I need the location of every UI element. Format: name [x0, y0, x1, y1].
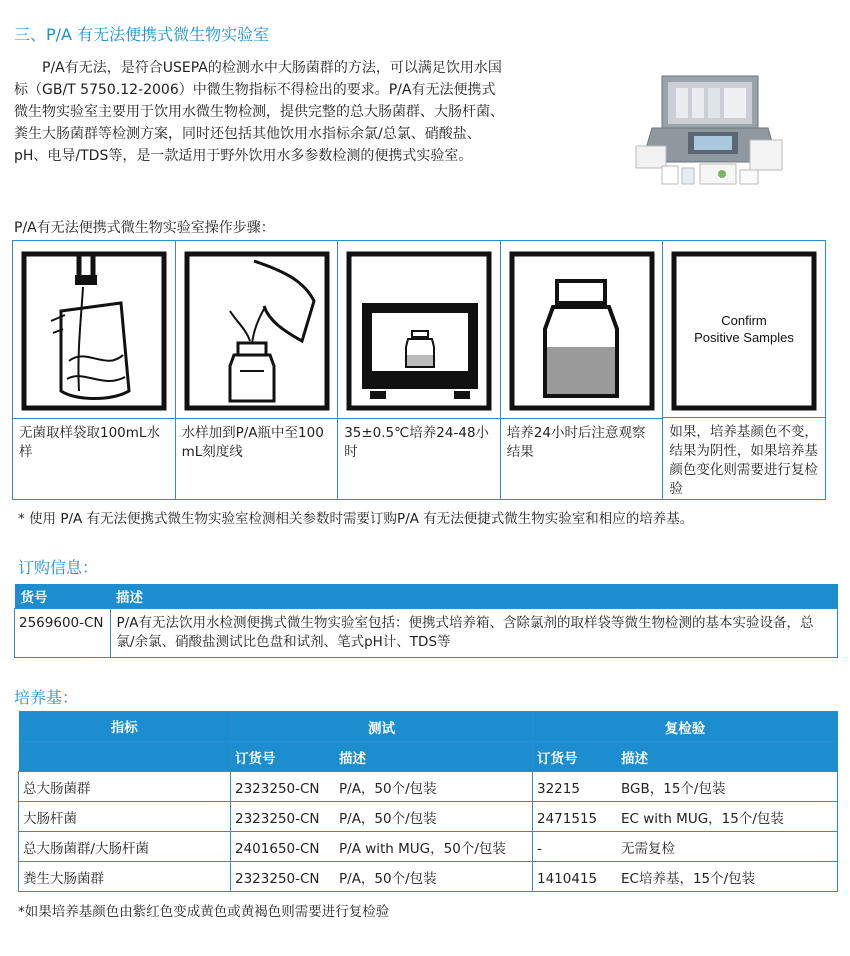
step-1 — [13, 241, 176, 499]
media-test-desc: P/A，50个/包装 — [339, 810, 437, 827]
media-test-desc: P/A，50个/包装 — [339, 780, 437, 797]
intro-paragraph: P/A有无法，是符合USEPA的检测水中大肠菌群的方法，可以满足饮用水国标（GB/T 5750.12-2006）中微生物指标不得检出的要求。P/A有无法便携式微生物实验室主要用于饮用水微生物检测，提供完整的总大肠菌群、大肠杆菌、粪生大肠菌群等检测方案，同时还包括其他饮用水指标余氯/总氯、硝酸盐、pH、电导/TDS等，是一款适用于野外饮用水多参数检测的便携式实验室。 — [14, 60, 504, 164]
incubator-icon — [346, 251, 492, 411]
media-test-desc: P/A with MUG，50个/包装 — [339, 840, 506, 857]
media-indicator: 大肠杆菌 — [19, 802, 231, 832]
pour-into-bottle-icon — [184, 251, 330, 411]
sample-bag-icon — [21, 251, 167, 411]
step-4-text: 培养24小时后注意观察结果 — [506, 425, 646, 460]
media-test-code: 2323250-CN — [235, 870, 320, 887]
media-sub-code-1: 订货号 — [235, 750, 276, 767]
media-test-desc: P/A，50个/包装 — [339, 870, 437, 887]
observe-bottle-icon — [509, 251, 655, 411]
table-row — [19, 802, 838, 832]
steps-title: P/A有无法便携式微生物实验室操作步骤： — [14, 220, 275, 236]
table-row — [15, 608, 838, 657]
step-1-text: 无菌取样袋取100mL水样 — [19, 425, 160, 460]
media-sub-desc-1: 描述 — [339, 750, 366, 767]
media-test-code: 2401650-CN — [235, 840, 320, 857]
media-recheck-code: 32215 — [537, 780, 580, 797]
steps-table — [12, 240, 826, 500]
product-photo — [632, 62, 788, 190]
step-5 — [663, 241, 825, 499]
media-recheck-code: 2471515 — [537, 810, 598, 827]
steps-note: * 使用 P/A 有无法便携式微生物实验室检测相关参数时需要订购P/A 有无法便捷式微生物实验室和相应的培养基。 — [18, 511, 694, 527]
confirm-line2: Positive Samples — [694, 330, 795, 345]
order-header-desc: 描述 — [110, 584, 837, 608]
media-recheck-code: - — [537, 840, 542, 857]
confirm-line1: Confirm — [721, 313, 768, 328]
order-title: 订购信息： — [18, 558, 99, 577]
media-recheck-desc: BGB，15个/包装 — [621, 780, 726, 797]
order-header-code: 货号 — [15, 584, 111, 608]
media-table — [18, 711, 838, 892]
media-note: *如果培养基颜色由紫红色变成黄色或黄褐色则需要进行复检验 — [18, 904, 390, 920]
media-header-indicator: 指标 — [19, 712, 231, 742]
step-2 — [176, 241, 339, 499]
media-indicator: 总大肠菌群 — [19, 772, 231, 802]
table-row — [19, 862, 838, 892]
order-table — [14, 584, 838, 658]
step-5-text: 如果，培养基颜色不变，结果为阴性，如果培养基颜色变化则需要进行复检验 — [669, 424, 818, 497]
step-2-text: 水样加到P/A瓶中至100 mL刻度线 — [181, 425, 324, 460]
table-row — [19, 772, 838, 802]
step-3-text: 35±0.5℃培养24-48小时 — [344, 425, 490, 460]
media-header-test: 测试 — [231, 712, 533, 742]
order-code: 2569600-CN — [15, 608, 111, 657]
section-title: 三、P/A 有无法便携式微生物实验室 — [14, 25, 270, 44]
table-row — [19, 832, 838, 862]
media-recheck-desc: 无需复检 — [621, 840, 675, 857]
media-recheck-desc: EC培养基，15个/包装 — [621, 870, 756, 887]
media-test-code: 2323250-CN — [235, 780, 320, 797]
media-title: 培养基： — [14, 688, 79, 707]
media-recheck-desc: EC with MUG，15个/包装 — [621, 810, 784, 827]
order-desc: P/A有无法饮用水检测便携式微生物实验室包括：便携式培养箱、含除氯剂的取样袋等微生物检测的基本实验设备，总氯/余氯、硝酸盐测试比色盘和试剂、笔式pH计、TDS等 — [110, 608, 837, 657]
confirm-positive-icon — [671, 251, 817, 411]
media-sub-desc-2: 描述 — [621, 750, 648, 767]
step-3 — [338, 241, 501, 499]
media-sub-code-2: 订货号 — [537, 750, 578, 767]
media-test-code: 2323250-CN — [235, 810, 320, 827]
media-indicator: 总大肠菌群/大肠杆菌 — [19, 832, 231, 862]
media-header-recheck: 复检验 — [533, 712, 838, 742]
media-recheck-code: 1410415 — [537, 870, 598, 887]
step-4 — [501, 241, 664, 499]
media-indicator: 粪生大肠菌群 — [19, 862, 231, 892]
